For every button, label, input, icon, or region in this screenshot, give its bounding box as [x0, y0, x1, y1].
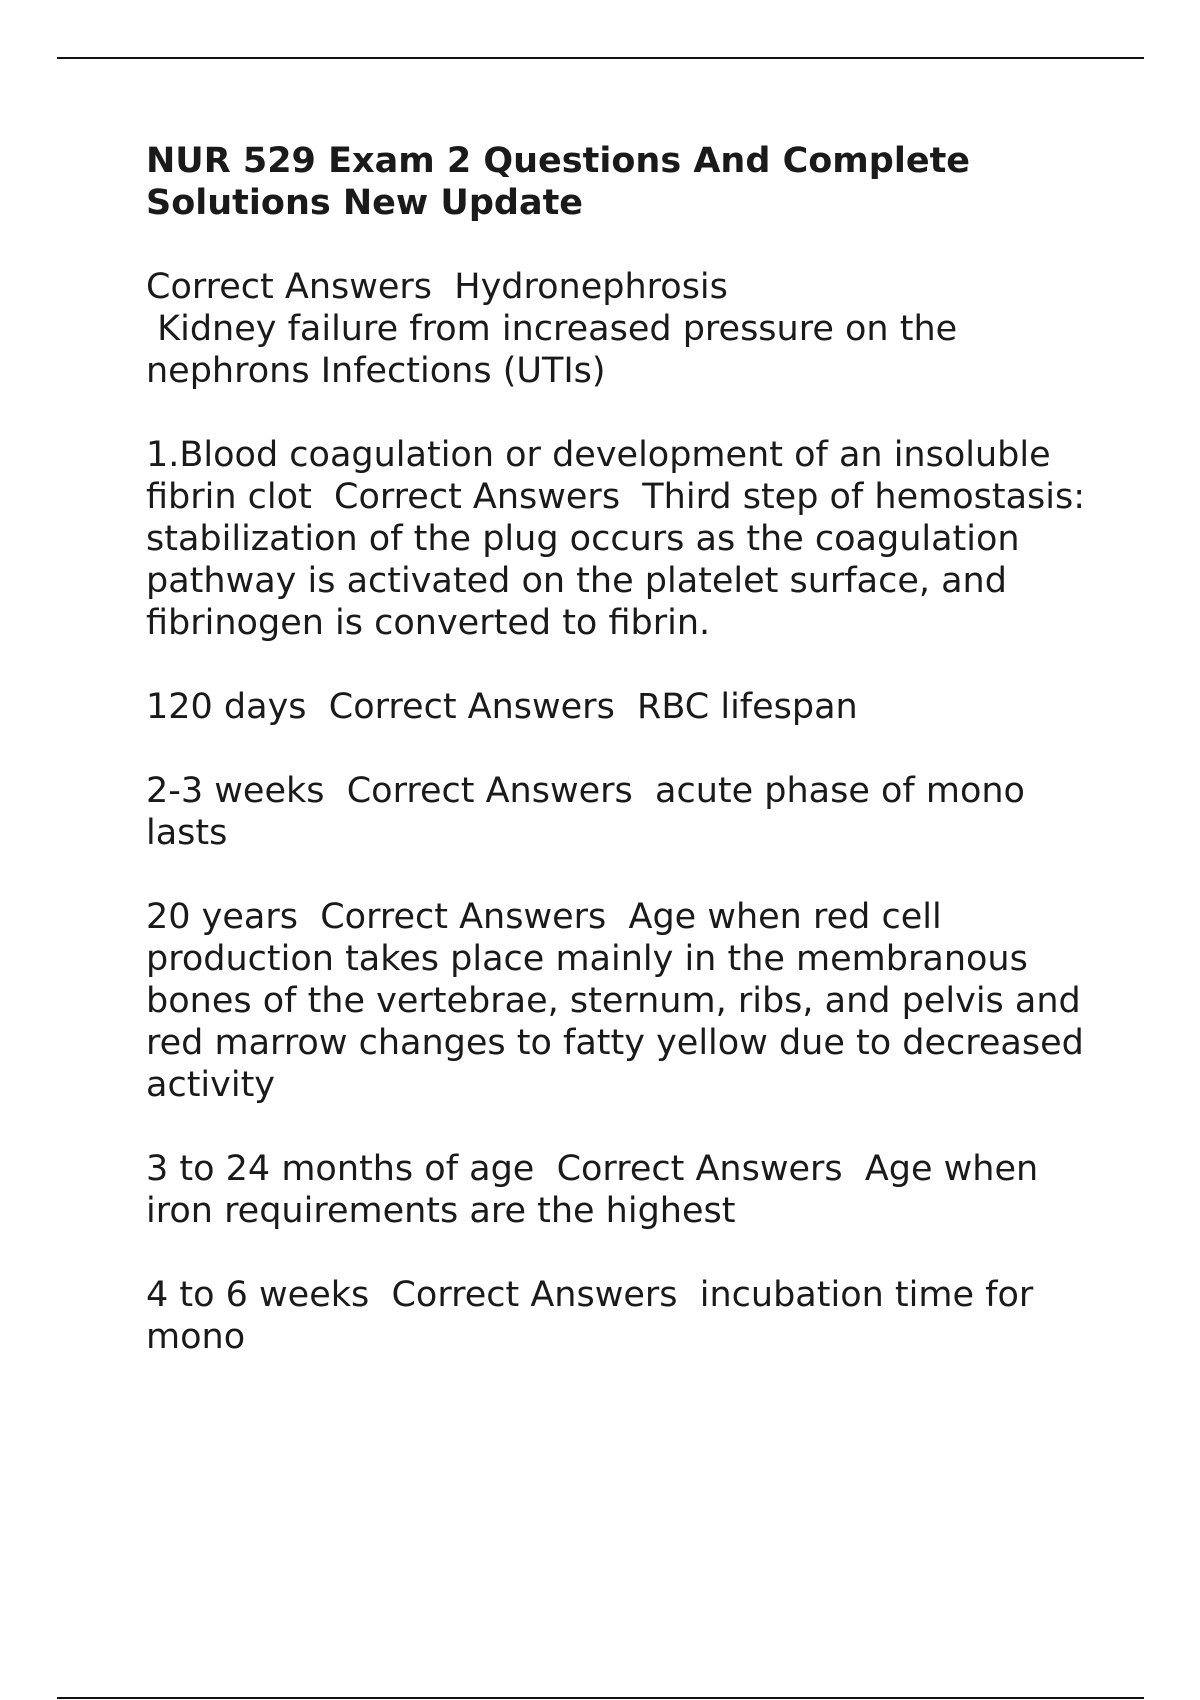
- qa-entry: 2-3 weeks Correct Answers acute phase of mono lasts: [146, 771, 1037, 853]
- bottom-divider: [57, 1697, 1144, 1699]
- qa-entry: 4 to 6 weeks Correct Answers incubation time for mono: [146, 1275, 1045, 1357]
- qa-entry: 20 years Correct Answers Age when red cell production takes place mainly in the membranous bones of the vertebrae, sternum, ribs, and pelvis and red marrow changes to fatty yellow due to decreased activity: [146, 897, 1095, 1105]
- qa-entry: 3 to 24 months of age Correct Answers Age when iron requirements are the highest: [146, 1149, 1050, 1231]
- document-title: NUR 529 Exam 2 Questions And Complete Solutions New Update: [146, 141, 971, 223]
- document-body: [146, 140, 1096, 1400]
- qa-entry: 1.Blood coagulation or development of an insoluble fibrin clot Correct Answers Third step of hemostasis: stabilization of the plug occurs as the coagulation pathway is activated on the platelet surface, and fibrinogen is converted to fibrin.: [146, 435, 1097, 643]
- qa-entry: Correct Answers Hydronephrosis Kidney failure from increased pressure on the nephrons Infections (UTIs): [146, 267, 958, 391]
- qa-entry: 120 days Correct Answers RBC lifespan: [146, 687, 858, 727]
- top-divider: [57, 57, 1144, 59]
